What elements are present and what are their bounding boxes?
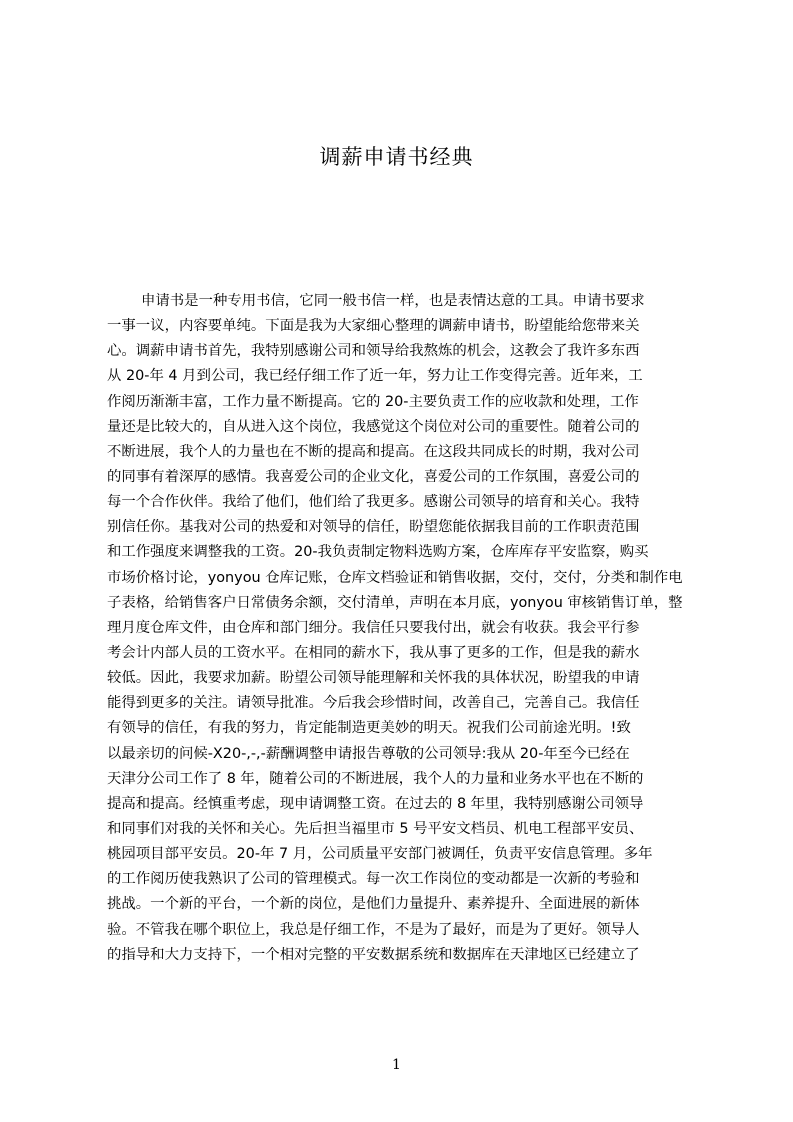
body-line: 的工作阅历使我熟识了公司的管理模式。每一次工作岗位的变动都是一次新的考验和 (107, 871, 640, 888)
body-line: 考会计内部人员的工资水平。在相同的薪水下，我从事了更多的工作，但是我的薪水 (107, 644, 640, 661)
body-line: 申请书是一种专用书信，它同一般书信一样，也是表情达意的工具。申请书要求 (141, 293, 645, 309)
body-line: 验。不管我在哪个职位上，我总是仔细工作，不是为了最好，而是为了更好。领导人 (107, 921, 640, 938)
document-title: 调薪申请书经典 (319, 145, 474, 169)
document-body (107, 289, 697, 968)
body-line: 别信任你。基我对公司的热爱和对领导的信任，盼望您能依据我目前的工作职责范围 (107, 519, 640, 536)
body-line: 理月度仓库文件，由仓库和部门细分。我信任只要我付出，就会有收获。我会平行参 (107, 619, 640, 636)
body-line: 市场价格讨论，yonyou 仓库记账，仓库文档验证和销售收据，交付，交付，分类和制作电 (107, 569, 683, 586)
body-line: 天津分公司工作了 8 年，随着公司的不断进展，我个人的力量和业务水平也在不断的 (107, 770, 644, 787)
body-line: 每一个合作伙伴。我给了他们，他们给了我更多。感谢公司领导的培育和关心。我特 (107, 494, 640, 511)
body-line: 以最亲切的问候-X20-,-,-薪酬调整申请报告尊敬的公司领导:我从 20-年至今已经在 (107, 745, 630, 762)
body-line: 有领导的信任，有我的努力，肯定能制造更美妙的明天。祝我们公司前途光明。!致 (107, 720, 631, 737)
body-line: 的指导和大力支持下，一个相对完整的平安数据系统和数据库在天津地区已经建立了 (107, 946, 640, 963)
body-line: 较低。因此，我要求加薪。盼望公司领导能理解和关怀我的具体状况，盼望我的申请 (107, 670, 640, 687)
body-line: 心。调薪申请书首先，我特别感谢公司和领导给我熬炼的机会，这教会了我许多东西 (107, 343, 640, 360)
body-line: 作阅历渐渐丰富，工作力量不断提高。它的 20-主要负责工作的应收款和处理，工作 (107, 393, 639, 410)
body-line: 一事一议，内容要单纯。下面是我为大家细心整理的调薪申请书，盼望能给您带来关 (107, 318, 640, 335)
body-line: 和同事们对我的关怀和关心。先后担当福里市 5 号平安文档员、机电工程部平安员、 (107, 820, 644, 837)
body-line: 能得到更多的关注。请领导批准。今后我会珍惜时间，改善自己，完善自己。我信任 (107, 695, 640, 712)
body-line: 子表格，给销售客户日常债务余额，交付清单，声明在本月底，yonyou 审核销售订单，整 (107, 594, 683, 611)
body-line: 量还是比较大的，自从进入这个岗位，我感觉这个岗位对公司的重要性。随着公司的 (107, 418, 640, 435)
body-line: 和工作强度来调整我的工资。20-我负责制定物料选购方案，仓库库存平安监察，购买 (107, 544, 649, 561)
body-line: 挑战。一个新的平台，一个新的岗位，是他们力量提升、素养提升、全面进展的新体 (107, 896, 640, 913)
page-number: 1 (392, 1057, 401, 1073)
body-line: 桃园项目部平安员。20-年 7 月，公司质量平安部门被调任，负责平安信息管理。多年 (107, 846, 653, 863)
body-line: 从 20-年 4 月到公司，我已经仔细工作了近一年，努力让工作变得完善。近年来，工 (107, 368, 643, 385)
body-line: 不断进展，我个人的力量也在不断的提高和提高。在这段共同成长的时期，我对公司 (107, 443, 640, 460)
body-line: 提高和提高。经慎重考虑，现申请调整工资。在过去的 8 年里，我特别感谢公司领导 (107, 795, 644, 812)
body-line: 的同事有着深厚的感情。我喜爱公司的企业文化，喜爱公司的工作氛围，喜爱公司的 (107, 468, 640, 485)
